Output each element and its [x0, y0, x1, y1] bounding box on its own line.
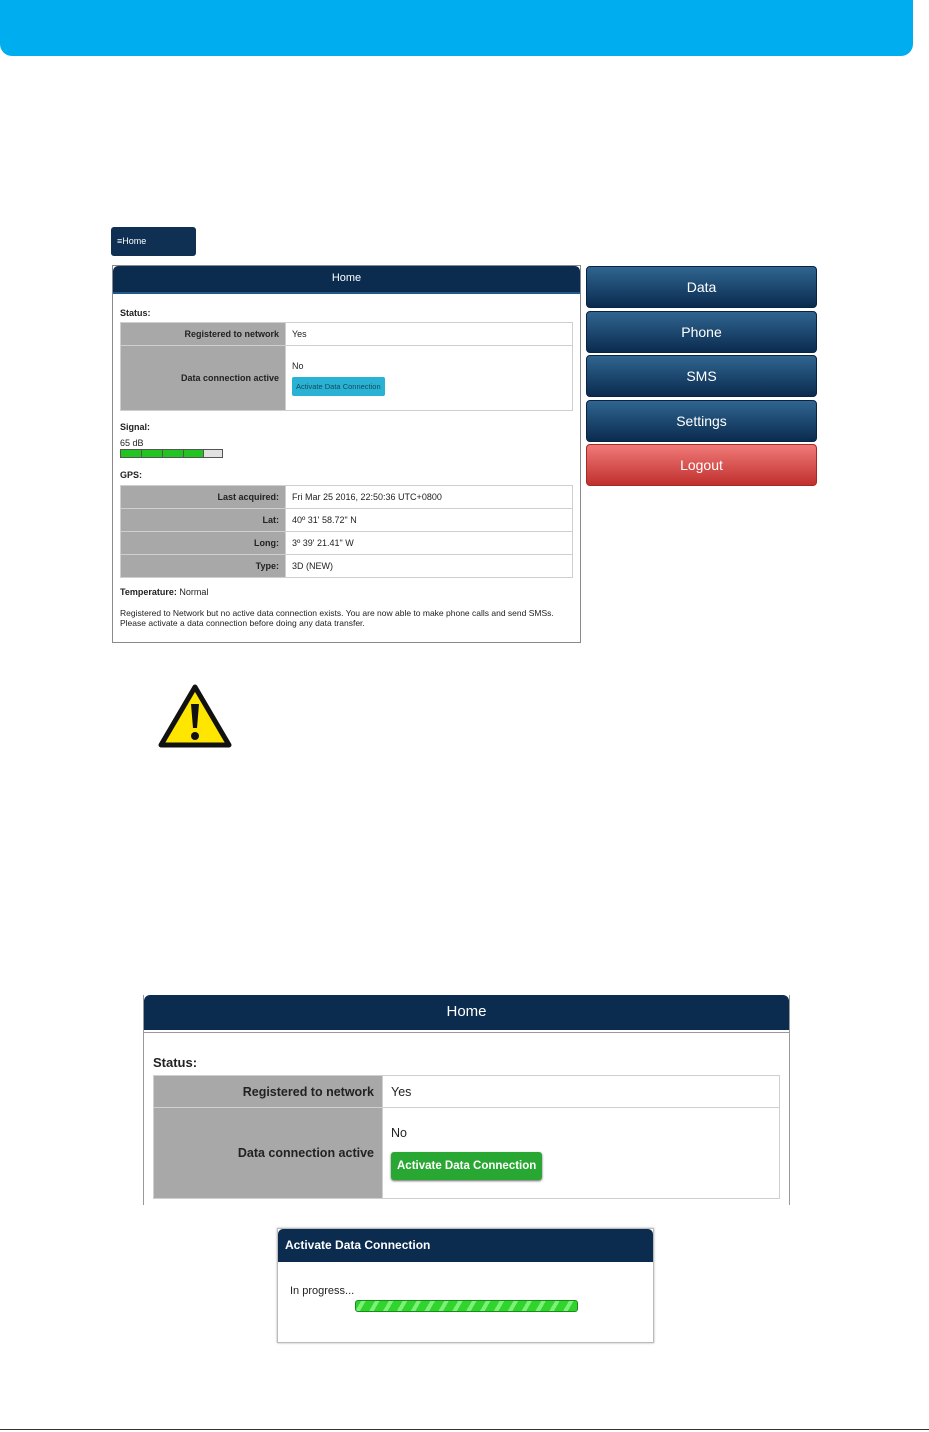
logout-button[interactable]: Logout [586, 444, 817, 486]
status-key: Data connection active [121, 346, 286, 411]
table-row [121, 509, 573, 532]
status-value-cell [383, 1108, 780, 1199]
status-value: No [391, 1126, 407, 1140]
table-row [121, 323, 573, 346]
progress-text: In progress... [290, 1285, 355, 1297]
activate-data-connection-dialog [277, 1228, 654, 1343]
status-label: Status: [120, 308, 151, 318]
gps-label: GPS: [120, 470, 143, 480]
status-value: Yes [383, 1076, 780, 1108]
table-row [121, 346, 573, 411]
status-key: Registered to network [121, 323, 286, 346]
signal-segment [163, 450, 184, 457]
signal-strength-bar [120, 449, 223, 458]
gps-key: Last acquired: [121, 486, 286, 509]
progress-bar [355, 1300, 578, 1312]
activate-data-connection-button[interactable]: Activate Data Connection [292, 377, 385, 396]
temperature [120, 587, 208, 597]
gps-value: 3º 39' 21.41" W [286, 532, 573, 555]
gps-value: Fri Mar 25 2016, 22:50:36 UTC+0800 [286, 486, 573, 509]
signal-label: Signal: [120, 422, 151, 432]
page-title: Home [113, 266, 580, 294]
temperature-value: Normal [179, 587, 209, 597]
home-menu-button[interactable]: ≡Home [111, 227, 196, 256]
signal-segment [121, 450, 142, 457]
top-banner [0, 0, 913, 56]
gps-key: Long: [121, 532, 286, 555]
table-row [121, 555, 573, 578]
side-menu-sms[interactable]: SMS [586, 355, 817, 397]
warning-icon [158, 684, 232, 748]
status-table [120, 322, 573, 411]
gps-table [120, 485, 573, 578]
status-value-cell [286, 346, 573, 411]
side-menu-settings[interactable]: Settings [586, 400, 817, 442]
gps-value: 40º 31' 58.72" N [286, 509, 573, 532]
gps-key: Lat: [121, 509, 286, 532]
status-value: Yes [286, 323, 573, 346]
footer-divider [0, 1429, 929, 1430]
status-value: No [292, 360, 304, 371]
table-row [121, 532, 573, 555]
temperature-label: Temperature: [120, 587, 177, 597]
status-note: Registered to Network but no active data connection exists. You are now able to make phone calls and send SMSs. Please activate a data connection before doing any data transfer. [120, 608, 554, 628]
table-row [121, 486, 573, 509]
page-title: Home [144, 995, 789, 1030]
side-menu-data[interactable]: Data [586, 266, 817, 308]
status-table [153, 1075, 780, 1199]
gps-value: 3D (NEW) [286, 555, 573, 578]
home-panel-zoomed [143, 995, 790, 1205]
divider [144, 1032, 789, 1033]
side-menu-phone[interactable]: Phone [586, 311, 817, 353]
signal-segment [184, 450, 204, 457]
signal-segment [142, 450, 163, 457]
status-key: Data connection active [154, 1108, 383, 1199]
table-row [154, 1076, 780, 1108]
signal-value: 65 dB [120, 438, 144, 448]
activate-data-connection-button[interactable]: Activate Data Connection [391, 1152, 542, 1180]
dialog-title: Activate Data Connection [278, 1229, 653, 1262]
gps-key: Type: [121, 555, 286, 578]
home-panel [112, 265, 581, 643]
status-key: Registered to network [154, 1076, 383, 1108]
status-label: Status: [153, 1055, 198, 1070]
table-row [154, 1108, 780, 1199]
